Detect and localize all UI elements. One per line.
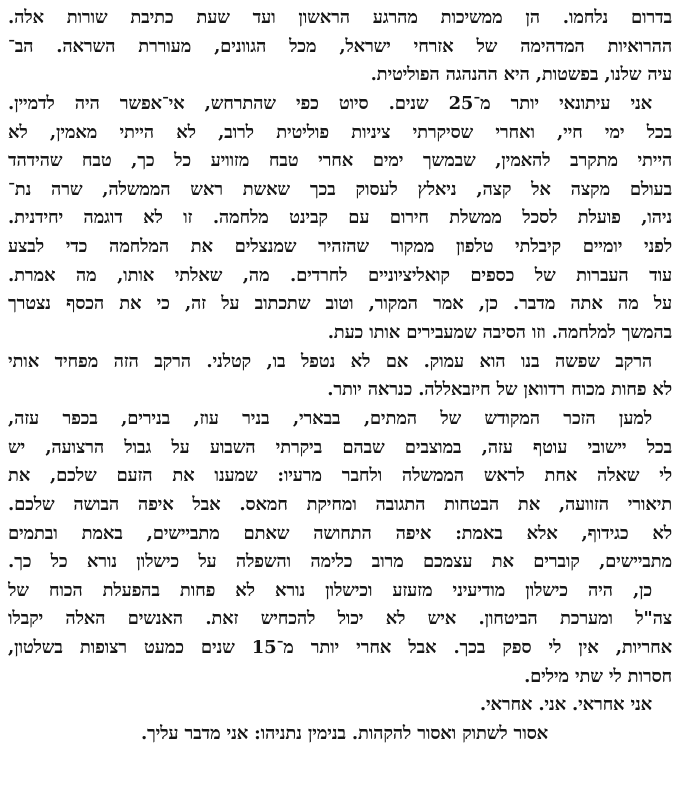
text-line: עיה שלנו, בפשטות, היא ההנהגה הפוליטית.: [370, 64, 672, 86]
text-line: חסרות לי שתי מילים.: [524, 665, 672, 687]
text-line: צה"ל ומערכת הביטחון. איש לא יכול להכחיש זאת. האנשים האלה יקבלו: [8, 608, 672, 630]
text-line: עוד העברות של כספים קואליציוניים לחרדים. מה, שאלתי אותו, מה אמרת.: [8, 264, 672, 286]
text-line: הרקב שפשה בנו הוא עמוק. אם לא נטפל בו, קטלני. הרקב הזה מפחיד אותי: [8, 350, 652, 372]
text-line: ההרואיות המדהימה של אזרחי ישראל, מכל הגוונים, מעוררת השראה. הב־: [8, 35, 672, 57]
text-line: בדרום נלחמו. הן ממשיכות מהרגע הראשון ועד שעת כתיבת שורות אלה.: [8, 7, 672, 28]
text-line: למען הזכר המקודש של המתים, בבארי, בניר עוז, בנירים, בכפר עזה,: [8, 407, 652, 429]
text-line: בהמשך למלחמה. וזו הסיבה שמעבירים אותו כעת.: [327, 322, 672, 344]
text-line: כן, היה כישלון מודיעיני מזעזע וכישלון נורא לא פחות בהפעלת הכוח של: [8, 579, 652, 601]
text-line: תיאורי הזוועה, את הבטחות התגובה ומחיקת חמאס. אבל איפה הבושה שלכם.: [8, 493, 672, 515]
text-line: לא כגידוף, אלא באמת: איפה התחושה שאתם מתביישים, באמת ובתמים: [8, 522, 672, 544]
text-line: לפני יומיים קיבלתי טלפון ממקור שהזהיר שמנצלים את המלחמה כדי לבצע: [8, 236, 672, 258]
text-line: בכל יישובי עוטף עזה, במוצבים שבהם ביקרתי השבוע על גבול הרצועה, יש: [8, 436, 672, 458]
text-line: לי שאלה אחת לראש הממשלה ולחבר מרעיו: שמענו את הזעם שלכם, את: [8, 465, 672, 487]
text-line: לא פחות מכוח רדוואן של חיזבאללה. כנראה יותר.: [327, 379, 672, 401]
text-line: אחריות, אין לי ספק בכך. אבל אחרי יותר מ־15 שנים כמעט רצופות בשלטון,: [8, 637, 672, 659]
text-line: בעולם מקצה אל קצה, ניאלץ לעסוק בכך שאשת ראש הממשלה, שרה נת־: [8, 178, 672, 200]
text-line: בכל ימי חיי, ואחרי שסיקרתי ציניות פוליטית לרוב, לא הייתי מאמין, לא: [8, 121, 672, 143]
closing-line: אסור לשתוק ואסור להקהות. בנימין נתניהו: אני מדבר עליך.: [140, 723, 548, 745]
text-line: ניהו, פועלת לסכל ממשלת חירום עם קבינט מלחמה. זו לא דוגמה יחידנית.: [8, 207, 672, 229]
text-line: אני אחראי. אני. אחראי.: [479, 694, 652, 716]
text-line: מתביישים, קוברים את עצמכם מרוב כלימה והשפלה על כישלון נורא כל כך.: [8, 551, 672, 573]
text-line: על מה אתה מדבר. כן, אמר המקור, וטוב שתכתוב על זה, כי את הכסף נצטרך: [8, 293, 672, 315]
text-line: הייתי מתקרב להאמין, שבמשך ימים אחרי טבח מזוויע כל כך, טבח שהידהד: [8, 150, 672, 172]
text-line: אני עיתונאי יותר מ־25 שנים. סיוט כפי שהתרחש, אי־אפשר היה לדמיין.: [8, 92, 652, 114]
